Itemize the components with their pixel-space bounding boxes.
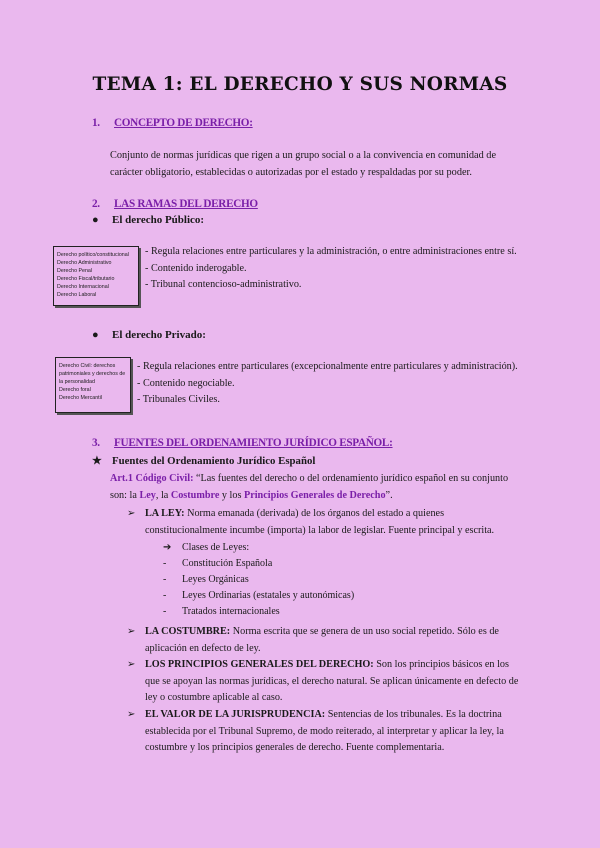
bullet-icon: ● [92, 329, 99, 341]
publico-box [53, 246, 139, 306]
list-item-label: Leyes Ordinarias (estatales y autonómicas) [182, 590, 355, 601]
list-item: - Tribunales Civiles. [137, 394, 220, 405]
concepto-paragraph [110, 148, 496, 181]
art1-costumbre: Costumbre [170, 489, 220, 501]
costumbre-item [127, 624, 499, 657]
list-item [163, 572, 354, 588]
ley-item [127, 506, 495, 539]
list-item: - Tribunal contencioso-administrativo. [145, 279, 302, 290]
art1-text: , la [155, 489, 171, 501]
box-line: Derecho Internacional [57, 284, 109, 290]
dash-marker: - [163, 606, 167, 617]
art1-label: Art.1 Código Civil: [110, 473, 194, 484]
privado-label: El derecho Privado: [112, 329, 206, 341]
ley-text: Norma emanada (derivada) de los órganos del estado a quienes [184, 508, 445, 519]
art1-text: ”. [385, 489, 393, 501]
jurisprudencia-text: Sentencias de los tribunales. Es la doctrina [325, 709, 502, 720]
art1-line-1 [110, 471, 508, 488]
jurisprudencia-item [127, 707, 504, 757]
jurisprudencia-text: costumbre y los principios generales de derecho. Fuente complementaria. [145, 742, 445, 753]
box-line: Derecho Civil: derechos [59, 363, 116, 369]
privado-lines [137, 359, 518, 409]
publico-heading [92, 214, 204, 226]
arrow-icon: ➢ [127, 659, 136, 670]
clases-list [163, 556, 355, 620]
box-line: Derecho Mercantil [59, 395, 102, 401]
box-line: Derecho Administrativo [57, 260, 112, 266]
paragraph-line: carácter obligatorio, establecidas o autorizadas por el estado y respaldadas por su poder. [110, 166, 472, 178]
box-line: patrimoniales y derechos de [59, 371, 126, 377]
jurisprudencia-text: establecida por el Tribunal Supremo, de modo reiterado, al interpretar y aplicar la ley, la [145, 725, 504, 737]
art1-text: “Las fuentes del derecho o del ordenamiento jurídico español en su conjunto [193, 473, 509, 484]
principios-label: LOS PRINCIPIOS GENERALES DEL DERECHO: [145, 659, 374, 670]
principios-text: ley o costumbre aplicable al caso. [145, 692, 283, 703]
box-line: Derecho político/constitucional [57, 252, 129, 258]
list-item [163, 556, 354, 572]
list-item: - Regula relaciones entre particulares (excepcionalmente entre particulares y administración). [137, 361, 518, 372]
box-line: Derecho Laboral [57, 292, 97, 298]
box-line: Derecho Penal [57, 268, 93, 274]
dash-marker: - [163, 590, 167, 601]
bullet-icon: ● [92, 214, 99, 226]
section-number: 1. [92, 117, 100, 129]
fuentes-label: Fuentes del Ordenamiento Jurídico Español [112, 455, 316, 467]
section-3-heading [92, 437, 393, 449]
list-item: - Regula relaciones entre particulares y la administración, o entre administraciones entre sí. [145, 246, 517, 257]
art1-text: son: la [110, 489, 140, 501]
art1-line-2 [110, 488, 508, 505]
art1-text: y los [219, 489, 244, 501]
privado-box [55, 357, 131, 413]
publico-lines [145, 244, 517, 294]
arrow-right-icon: ➔ [163, 542, 172, 553]
list-item-label: Leyes Orgánicas [182, 574, 249, 585]
jurisprudencia-label: EL VALOR DE LA JURISPRUDENCIA: [145, 709, 326, 720]
costumbre-text: Norma escrita que se genera de un uso social repetido. Sólo es de [230, 626, 499, 637]
ley-text: constitucionalmente incumbe (importa) la labor de legislar. Fuente principal y escrita. [145, 524, 495, 536]
box-line: Derecho foral [59, 387, 91, 393]
list-item: - Contenido inderogable. [145, 262, 247, 274]
paragraph-line: Conjunto de normas jurídicas que rigen a un grupo social o a la convivencia en comunidad de [110, 150, 497, 161]
page-title: TEMA 1: EL DERECHO Y SUS NORMAS [92, 74, 508, 95]
art1-ley: Ley [139, 489, 156, 501]
fuentes-heading [92, 454, 315, 467]
privado-heading [92, 329, 206, 341]
clases-heading [163, 540, 250, 556]
principios-text: que se apoyan las normas jurídicas, el derecho natural. Se aplican únicamente en defecto de [145, 675, 519, 687]
arrow-icon: ➢ [127, 709, 136, 720]
costumbre-label: LA COSTUMBRE: [145, 626, 231, 637]
section-1-heading [92, 117, 253, 129]
list-item [163, 588, 355, 604]
ley-label: LA LEY: [145, 508, 185, 519]
section-label: FUENTES DEL ORDENAMIENTO JURÍDICO ESPAÑOL: [114, 437, 393, 449]
publico-label: El derecho Público: [112, 214, 205, 226]
box-line: la personalidad [59, 379, 95, 385]
section-2-heading [92, 198, 258, 210]
dash-marker: - [163, 558, 167, 569]
principios-text: Son los principios básicos en los [373, 659, 509, 670]
clases-label: Clases de Leyes: [182, 542, 250, 553]
arrow-icon: ➢ [127, 508, 136, 519]
principios-item [127, 657, 519, 707]
section-number: 3. [92, 437, 100, 449]
list-item [163, 604, 354, 620]
art1-paragraph [110, 471, 508, 504]
list-item-label: Constitución Española [182, 558, 273, 569]
art1-principios: Principios Generales de Derecho [243, 489, 386, 501]
arrow-icon: ➢ [127, 626, 136, 637]
star-icon: ★ [92, 455, 102, 467]
section-label: CONCEPTO DE DERECHO: [114, 117, 253, 129]
dash-marker: - [163, 574, 167, 585]
section-number: 2. [92, 198, 100, 210]
box-line: Derecho Fiscal/tributario [57, 276, 115, 282]
list-item: - Contenido negociable. [137, 377, 235, 389]
list-item-label: Tratados internacionales [182, 606, 280, 617]
section-label: LAS RAMAS DEL DERECHO [114, 198, 258, 210]
costumbre-text: aplicación en defecto de ley. [145, 642, 261, 654]
